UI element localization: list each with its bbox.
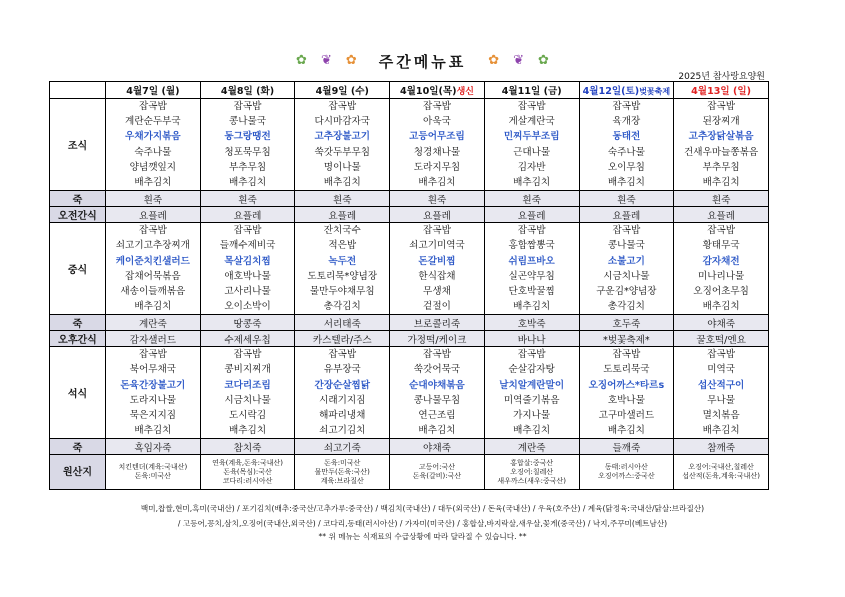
origin-line: 돈육(갈비):국산 (412, 472, 462, 481)
meal-cell (674, 99, 769, 191)
menu-item: 목살김치찜 (224, 255, 271, 267)
origin-cell (390, 455, 485, 490)
tulip-icon: ❦ (320, 53, 332, 68)
corner-cell (50, 82, 106, 99)
meal-label: 중식 (50, 223, 106, 315)
meal-cell (295, 223, 390, 315)
meal-label: 석식 (50, 347, 106, 439)
menu-item: 잡곡밥 (423, 349, 451, 361)
meal-label: 조식 (50, 99, 106, 191)
origin-line: 새우까스(새우:중국산) (497, 476, 566, 485)
menu-item: 오이소박이 (224, 301, 271, 313)
menu-item: 도토리묵*양념장 (307, 270, 378, 282)
menu-item: 도토리묵국 (603, 364, 650, 376)
menu-item: 근대나물 (513, 146, 551, 158)
menu-item: 잡곡밥 (707, 349, 736, 361)
meal-row (50, 99, 769, 191)
menu-item: 총각김치 (323, 301, 361, 313)
origin-note-1: 백미,찹쌀,현미,흑미(국내산) / 포기김치(배추:중국산/고추가루:중국산) / 백김치(국내산) / 대두(외국산) / 돈육(국내산) / 우육(호주산) / 계육(닭정육:국내산/닭살:브라질산) (140, 504, 705, 513)
menu-item: 쇠고기김치 (319, 425, 366, 437)
menu-item: 아욱국 (423, 116, 451, 128)
menu-item: 배추김치 (702, 425, 740, 437)
menu-item: 동태전 (612, 131, 641, 143)
menu-item: 케이준치킨샐러드 (115, 255, 190, 267)
menu-item: 고추장불고기 (314, 131, 371, 143)
menu-item: 해파리냉채 (319, 410, 366, 421)
menu-item: 무나물 (707, 394, 736, 406)
meal-cell (484, 223, 579, 315)
menu-item: 실곤약무침 (508, 270, 555, 282)
menu-item: 녹두전 (328, 255, 357, 267)
menu-item: 쉬림프바오 (508, 255, 555, 267)
menu-item: 잡곡밥 (233, 225, 262, 237)
meal-cell (390, 347, 485, 439)
meal-cell (106, 223, 201, 315)
day-header (390, 82, 485, 99)
menu-item: 잡곡밥 (612, 101, 641, 112)
menu-item: 콩비지찌개 (224, 364, 271, 376)
menu-item: 유부장국 (323, 364, 361, 376)
meal-cell (674, 223, 769, 315)
menu-item: 야채죽 (674, 315, 769, 331)
menu-item: 김자반 (517, 161, 546, 173)
menu-item: 날치알계란말이 (499, 379, 565, 391)
menu-item: 잡곡밥 (612, 349, 641, 361)
menu-item: 부추무침 (702, 161, 740, 173)
menu-item: 배추김치 (134, 176, 172, 188)
menu-item: 감자채전 (702, 255, 740, 267)
menu-item: 들깨수제비국 (219, 240, 276, 252)
menu-item: 흰죽 (295, 191, 390, 207)
meal-cell (295, 347, 390, 439)
menu-item: 순대야채볶음 (409, 379, 465, 391)
menu-item: 흰죽 (484, 191, 579, 207)
menu-item: 브로콜리죽 (390, 315, 485, 331)
menu-item: 코다리조림 (224, 379, 271, 391)
menu-item: 땅콩죽 (200, 315, 295, 331)
menu-item: 잡곡밥 (328, 101, 357, 112)
menu-item: 고구마샐러드 (598, 410, 655, 421)
menu-item: 도라지무침 (413, 161, 461, 173)
menu-item: 미나리나물 (697, 270, 745, 282)
origin-cell (200, 455, 295, 490)
menu-item: 요플레 (106, 207, 201, 223)
meal-cell (106, 347, 201, 439)
menu-item: 오징어까스*타르s (588, 379, 665, 391)
origin-line: 오징어까스:중국산 (598, 472, 655, 481)
menu-item: 잡곡밥 (707, 225, 736, 237)
menu-item: 한식잡채 (418, 270, 456, 282)
menu-item: 쇠고기죽 (295, 439, 390, 455)
origin-line: 계육:브라질산 (320, 476, 364, 485)
origin-note-2: / 고등어,꽁치,삼치,오징어(국내산,외국산) / 코다리,동태(러시아산) / 가자미(미국산) / 홍합살,바지락살,새우살,꽃게(중국산) / 낙지,주꾸미(베트남산) (177, 519, 668, 528)
menu-item: 잡곡밥 (423, 225, 451, 237)
menu-item: 돈갈비찜 (418, 255, 456, 267)
day-label: 4월13일 (일) (691, 86, 752, 97)
menu-item: 부추무침 (229, 161, 267, 173)
menu-item: 고사리나물 (224, 285, 271, 297)
menu-item: 새송이들깨볶음 (120, 285, 186, 297)
menu-item: 민찌두부조림 (503, 131, 560, 143)
meal-label: 죽 (50, 191, 106, 207)
menu-item: 고추장닭살볶음 (688, 131, 754, 143)
origin-line: 돈육(목심):국산 (223, 467, 272, 476)
menu-item: 배추김치 (229, 425, 267, 437)
origin-line: 고등어:국산 (418, 463, 456, 472)
menu-item: 숙주나물 (134, 146, 172, 158)
day-note: 벚꽃축제 (639, 87, 671, 96)
menu-item: 미역줄기볶음 (503, 394, 560, 406)
menu-item: 돈육간장불고기 (120, 379, 186, 391)
menu-item: 배추김치 (702, 301, 740, 313)
menu-item: 건새우마늘쫑볶음 (684, 146, 759, 158)
menu-item: 바나나 (484, 331, 579, 347)
menu-item: 단호박꿀찜 (508, 285, 555, 297)
menu-item: 멸치볶음 (702, 410, 740, 421)
menu-item: 배추김치 (513, 301, 551, 313)
menu-item: 오징어초무침 (693, 285, 749, 297)
menu-item: 겉절이 (423, 301, 451, 313)
menu-item: 서리태죽 (295, 315, 390, 331)
menu-item: 배추김치 (134, 301, 172, 313)
menu-item: 시금치나물 (603, 270, 650, 282)
menu-item: 숙주나물 (607, 146, 645, 158)
day-note: 생신 (456, 87, 474, 97)
day-header (674, 82, 769, 99)
menu-item: 요플레 (484, 207, 579, 223)
menu-item: 묵은지지짐 (129, 410, 177, 421)
menu-item: *벚꽃축제* (579, 331, 674, 347)
day-header (484, 82, 579, 99)
meal-cell (579, 223, 674, 315)
menu-item: 구운김*양념장 (596, 285, 657, 297)
day-header (200, 82, 295, 99)
menu-item: 오이무침 (607, 161, 645, 173)
menu-item: 잡곡밥 (138, 349, 167, 361)
menu-item: 감자샐러드 (106, 331, 201, 347)
menu-item: 잡곡밥 (517, 101, 546, 112)
single-row (50, 207, 769, 223)
menu-item: 들깨죽 (579, 439, 674, 455)
meal-cell (106, 99, 201, 191)
menu-item: 고등어무조림 (409, 131, 465, 143)
menu-item: 우채가지볶음 (125, 131, 181, 143)
menu-item: 흑임자죽 (106, 439, 201, 455)
origin-cell (579, 455, 674, 490)
menu-item: 잡곡밥 (138, 101, 167, 112)
menu-item: 도라지나물 (129, 394, 177, 406)
meal-label: 오전간식 (50, 207, 106, 223)
menu-item: 참치죽 (200, 439, 295, 455)
menu-item: 요플레 (200, 207, 295, 223)
meal-cell (390, 99, 485, 191)
menu-item: 육개장 (612, 116, 641, 128)
meal-row (50, 347, 769, 439)
menu-table (49, 81, 769, 490)
menu-item: 흰죽 (674, 191, 769, 207)
menu-item: 콩나물국 (607, 240, 645, 252)
origin-cell (674, 455, 769, 490)
menu-item: 황태무국 (702, 240, 740, 252)
origin-row (50, 455, 769, 490)
menu-item: 섭산적구이 (697, 379, 745, 391)
menu-item: 잡곡밥 (517, 349, 546, 361)
page-title: 주간메뉴표 (378, 52, 467, 71)
origin-line: 돈육:미국산 (324, 458, 361, 467)
menu-item: 계란순두부국 (125, 116, 181, 128)
single-row (50, 315, 769, 331)
menu-item: 무생채 (423, 285, 451, 297)
meal-cell (579, 347, 674, 439)
menu-item: 동그랑땡전 (224, 131, 271, 143)
origin-cell (484, 455, 579, 490)
menu-item: 청경채나물 (413, 146, 461, 158)
meal-label: 죽 (50, 439, 106, 455)
menu-item: 잡채어묵볶음 (125, 270, 181, 282)
origin-line: 물만두(돈육:국산) (314, 467, 370, 476)
menu-item: 잡곡밥 (233, 101, 262, 112)
origin-line: 오징어:칠레산 (510, 467, 554, 476)
menu-item: 시래기지짐 (319, 394, 366, 406)
flower-icon: ✿ (538, 53, 549, 68)
origin-line: 동태:러시아산 (604, 463, 648, 472)
meal-cell (200, 223, 295, 315)
menu-item: 가지나물 (513, 410, 551, 421)
menu-item: 잡곡밥 (233, 349, 262, 361)
menu-item: 요플레 (390, 207, 485, 223)
origin-line: 코다리:러시아산 (222, 476, 273, 485)
menu-item: 시금치나물 (224, 394, 271, 406)
meal-label: 오후간식 (50, 331, 106, 347)
menu-item: 쑥갓어묵국 (413, 364, 461, 376)
day-header (106, 82, 201, 99)
meal-label: 원산지 (50, 455, 106, 490)
meal-cell (295, 99, 390, 191)
meal-label: 죽 (50, 315, 106, 331)
menu-item: 다시마감자국 (314, 116, 371, 128)
day-header (295, 82, 390, 99)
menu-item: 참깨죽 (674, 439, 769, 455)
menu-item: 요플레 (674, 207, 769, 223)
tulip-icon: ✿ (345, 53, 357, 68)
origin-line: 섭산적(돈육,계육:국내산) (682, 472, 760, 481)
menu-item: 잡곡밥 (612, 225, 641, 237)
menu-item: 배추김치 (607, 176, 645, 188)
menu-item: 청포묵무침 (224, 146, 271, 158)
origin-line: 치킨텐더(계육:국내산) (118, 463, 188, 472)
menu-item: 배추김치 (134, 425, 172, 437)
menu-item: 배추김치 (229, 176, 267, 188)
menu-item: 게살계란국 (508, 116, 555, 128)
day-label: 4월8일 (화) (220, 86, 275, 97)
origin-line: 돈육:미국산 (134, 472, 171, 481)
disclaimer: ** 위 메뉴는 식재료의 수급상황에 따라 달라질 수 있습니다. ** (318, 532, 527, 541)
meal-cell (579, 99, 674, 191)
day-label: 4월12일(토) (582, 86, 640, 97)
meal-cell (200, 99, 295, 191)
menu-item: 배추김치 (513, 425, 551, 437)
single-row (50, 439, 769, 455)
single-row (50, 191, 769, 207)
menu-item: 잡곡밥 (138, 225, 167, 237)
day-label: 4월9일 (수) (315, 86, 369, 97)
menu-item: 적은밥 (328, 240, 357, 252)
meal-cell (484, 99, 579, 191)
menu-item: 콩나물무침 (413, 394, 461, 406)
menu-item: 물만두야채무침 (309, 285, 375, 297)
menu-item: 콩나물국 (229, 116, 267, 128)
menu-item: 순살감자탕 (508, 364, 555, 376)
menu-item: 호박나물 (607, 394, 645, 406)
meal-cell (484, 347, 579, 439)
meal-cell (674, 347, 769, 439)
menu-item: 된장찌개 (702, 116, 740, 128)
origin-line: 연육(계육,돈육:국내산) (212, 458, 283, 467)
menu-item: 잡곡밥 (328, 349, 357, 361)
menu-item: 쇠고기고추장찌개 (115, 240, 190, 252)
menu-item: 흰죽 (106, 191, 201, 207)
day-label: 4월11일 (금) (501, 86, 562, 97)
menu-item: 계란죽 (484, 439, 579, 455)
menu-item: 쑥갓두부무침 (314, 146, 371, 158)
tulip-icon: ❦ (513, 53, 525, 68)
meal-row (50, 223, 769, 315)
menu-item: 잡곡밥 (707, 101, 736, 112)
menu-item: 수제세우칩 (200, 331, 295, 347)
menu-item: 가정떡/케이크 (390, 331, 485, 347)
menu-item: 미역국 (707, 364, 736, 376)
menu-item: 배추김치 (323, 176, 361, 188)
menu-item: 소불고기 (607, 255, 645, 267)
menu-item: 흰죽 (579, 191, 674, 207)
day-header-row (50, 82, 769, 99)
menu-item: 도시락김 (229, 410, 267, 421)
menu-item: 애호박나물 (224, 270, 271, 282)
menu-item: 배추김치 (418, 176, 456, 188)
menu-item: 요플레 (295, 207, 390, 223)
meal-cell (390, 223, 485, 315)
menu-item: 잡곡밥 (517, 225, 546, 237)
tulip-icon: ✿ (488, 53, 500, 68)
menu-item: 북어무채국 (129, 364, 177, 376)
menu-item: 잡곡밥 (423, 101, 451, 112)
origin-line: 홍합살:중국산 (510, 458, 554, 467)
origin-cell (106, 455, 201, 490)
flower-icon: ✿ (296, 53, 307, 68)
origin-cell (295, 455, 390, 490)
menu-item: 꿀호떡/엔요 (674, 331, 769, 347)
menu-item: 배추김치 (418, 425, 456, 437)
menu-item: 야채죽 (390, 439, 485, 455)
menu-item: 요플레 (579, 207, 674, 223)
day-label: 4월7일 (월) (126, 86, 180, 97)
menu-item: 흰죽 (390, 191, 485, 207)
menu-item: 배추김치 (702, 176, 740, 188)
menu-item: 계란죽 (106, 315, 201, 331)
day-header (579, 82, 674, 99)
org-year: 2025년 참사랑요양원 (678, 72, 765, 82)
origin-line: 오징어:국내산,칠레산 (688, 463, 754, 472)
menu-item: 흰죽 (200, 191, 295, 207)
single-row (50, 331, 769, 347)
day-label: 4월10일(목) (399, 86, 457, 97)
menu-item: 양념깻잎지 (129, 161, 177, 173)
menu-item: 간장순살찜닭 (314, 379, 371, 391)
meal-cell (200, 347, 295, 439)
menu-item: 잔치국수 (323, 225, 361, 237)
menu-item: 카스텔라/주스 (295, 331, 390, 347)
menu-item: 연근조림 (418, 410, 456, 421)
menu-item: 총각김치 (607, 301, 645, 313)
menu-item: 배추김치 (607, 425, 645, 437)
menu-item: 배추김치 (513, 176, 551, 188)
menu-item: 홍합짬뽕국 (508, 240, 555, 252)
menu-item: 호두죽 (579, 315, 674, 331)
menu-item: 호박죽 (484, 315, 579, 331)
menu-item: 명이나물 (323, 161, 361, 173)
menu-item: 쇠고기미역국 (409, 240, 465, 252)
